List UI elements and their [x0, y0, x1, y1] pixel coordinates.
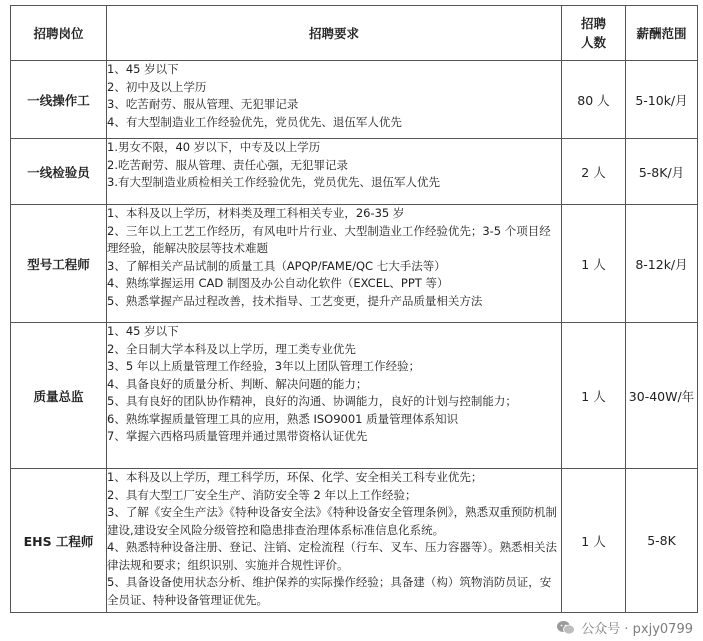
requirement-item: 2、全日制大学本科及以上学历，理工类专业优先 — [107, 341, 356, 356]
watermark — [556, 618, 693, 637]
requirement-item: 3、了解相关产品试制的质量工具（APQP/FAME/QC 七大手法等） — [107, 258, 446, 273]
position-cell: 一线操作工 — [11, 61, 107, 139]
table-row — [11, 469, 698, 613]
position-cell: 质量总监 — [11, 323, 107, 469]
requirement-item: 1.男女不限，40 岁以下，中专及以上学历 — [107, 140, 321, 154]
requirement-item: 5、熟悉掌握产品过程改善，技术指导、工艺变更，提升产品质量相关方法 — [107, 293, 483, 308]
requirement-item: 1、本科及以上学历，理工科学历，环保、化学、安全相关工科专业优先； — [107, 470, 483, 484]
count-cell: 80 人 — [562, 61, 626, 139]
count-cell: 2 人 — [562, 139, 626, 205]
salary-cell: 5-8K/月 — [626, 139, 698, 205]
header-row — [11, 6, 698, 61]
header-requirements: 招聘要求 — [107, 6, 562, 61]
salary-cell: 8-12k/月 — [626, 205, 698, 323]
requirement-item: 6、熟练掌握质量管理工具的应用，熟悉 ISO9001 质量管理体系知识 — [107, 411, 459, 426]
requirement-item: 1、本科及以上学历，材料类及理工科相关专业，26-35 岁 — [107, 206, 405, 220]
requirement-item: 2、具有大型工厂安全生产、消防安全等 2 年以上工作经验； — [107, 487, 417, 502]
requirements-cell — [107, 323, 562, 469]
position-cell: 型号工程师 — [11, 205, 107, 323]
position-cell: EHS 工程师 — [11, 469, 107, 613]
requirement-item: 5、具有良好的团队协作精神，良好的沟通、协调能力，良好的计划与控制能力； — [107, 394, 517, 408]
header-count — [562, 6, 626, 61]
requirement-item: 7、掌握六西格玛质量管理并通过黑带资格认证优先 — [107, 429, 368, 443]
count-cell: 1 人 — [562, 469, 626, 613]
requirement-item: 1、45 岁以下 — [107, 62, 179, 76]
position-cell: 一线检验员 — [11, 139, 107, 205]
requirement-item: 2、三年以上工艺工作经历，有风电叶片行业、大型制造业工作经验优先；3-5 个项目经理经验，能解决胶层等技术难题 — [107, 223, 551, 255]
table-row — [11, 61, 698, 139]
table-row — [11, 139, 698, 205]
requirement-item: 4、具备良好的质量分析、判断、解决问题的能力； — [107, 376, 368, 391]
requirements-cell — [107, 205, 562, 323]
recruitment-table — [10, 5, 698, 613]
requirement-item: 2.吃苦耐劳、服从管理、责任心强，无犯罪记录 — [107, 157, 348, 172]
table-row — [11, 205, 698, 323]
header-position: 招聘岗位 — [11, 6, 107, 61]
salary-cell: 5-8K — [626, 469, 698, 613]
salary-cell: 30-40W/年 — [626, 323, 698, 469]
requirement-item: 3.有大型制造业质检相关工作经验优先，党员优先、退伍军人优先 — [107, 175, 440, 189]
requirement-item: 2、初中及以上学历 — [107, 79, 207, 94]
requirement-item: 3、了解《安全生产法》《特种设备安全法》《特种设备安全管理条例》，熟悉双重预防机制建设,建设安全风险分级管控和隐患排查治理体系标准信息化系统。 — [107, 505, 558, 537]
requirement-item: 5、具备设备使用状态分析、维护保养的实际操作经验；具备建（构）筑物消防员证，安全员证、特种设备管理证优先。 — [107, 575, 552, 607]
requirements-cell — [107, 469, 562, 613]
table-row — [11, 323, 698, 469]
watermark-text: 公众号 · pxjy0799 — [581, 622, 693, 637]
requirement-item: 1、45 岁以下 — [107, 324, 179, 338]
wechat-icon — [556, 620, 576, 636]
header-salary: 薪酬范围 — [626, 6, 698, 61]
requirement-item: 4、有大型制造业工作经验优先，党员优先、退伍军人优先 — [107, 114, 402, 129]
header-count-line1: 招聘 — [580, 16, 606, 31]
count-cell: 1 人 — [562, 323, 626, 469]
header-count-line2: 人数 — [580, 35, 606, 50]
count-cell: 1 人 — [562, 205, 626, 323]
requirement-item: 4、熟练掌握运用 CAD 制图及办公自动化软件（EXCEL、PPT 等） — [107, 276, 449, 290]
requirement-item: 3、吃苦耐劳、服从管理、无犯罪记录 — [107, 97, 299, 111]
requirement-item: 4、熟悉特种设备注册、登记、注销、定检流程（行车、叉车、压力容器等）。熟悉相关法律法规和要求；组织识别、实施并合规性评价。 — [107, 540, 558, 572]
requirement-item: 3、5 年以上质量管理工作经验，3年以上团队管理工作经验； — [107, 359, 421, 373]
salary-cell: 5-10k/月 — [626, 61, 698, 139]
requirements-cell — [107, 139, 562, 205]
requirements-cell — [107, 61, 562, 139]
